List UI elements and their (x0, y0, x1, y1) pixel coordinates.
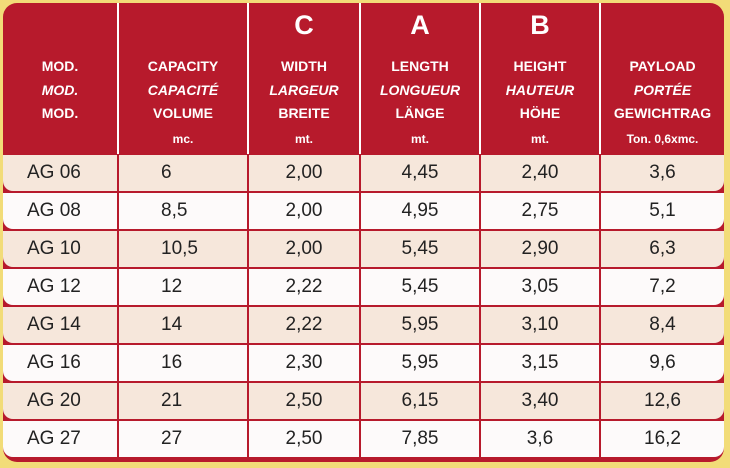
cell-height: 2,75 (481, 193, 599, 229)
cell-model: AG 12 (3, 269, 117, 305)
cell-height: 3,15 (481, 345, 599, 381)
table-row (3, 345, 724, 381)
header-height-fr: HAUTEUR (505, 81, 575, 98)
header-width-en: WIDTH (281, 58, 327, 74)
cell-capacity: 12 (119, 269, 247, 305)
cell-length: 4,45 (361, 155, 479, 191)
cell-model: AG 16 (3, 345, 117, 381)
header-length-de: LÄNGE (395, 105, 445, 121)
header-model (3, 3, 119, 154)
cell-length: 5,45 (361, 269, 479, 305)
cell-capacity: 27 (119, 421, 247, 457)
header-length-letter: A (410, 10, 430, 40)
cell-model: AG 20 (3, 383, 117, 419)
header-payload-de: GEWICHTRAG (613, 105, 712, 121)
cell-capacity: 10,5 (119, 231, 247, 267)
cell-capacity: 6 (119, 155, 247, 191)
header-payload-en: PAYLOAD (629, 58, 696, 74)
cell-capacity: 14 (119, 307, 247, 343)
cell-width: 2,22 (249, 269, 359, 305)
cell-payload: 8,4 (601, 307, 724, 343)
cell-length: 5,95 (361, 345, 479, 381)
header-width-de: BREITE (278, 105, 330, 121)
spec-table (3, 3, 724, 462)
table-row (3, 383, 724, 419)
header-length-en: LENGTH (391, 58, 449, 74)
cell-length: 5,45 (361, 231, 479, 267)
cell-width: 2,00 (249, 231, 359, 267)
cell-height: 3,05 (481, 269, 599, 305)
cell-height: 3,6 (481, 421, 599, 457)
header-capacity-unit: mc. (172, 131, 194, 146)
cell-payload: 16,2 (601, 421, 724, 457)
cell-payload: 5,1 (601, 193, 724, 229)
cell-payload: 3,6 (601, 155, 724, 191)
table-row (3, 155, 724, 191)
table-body (3, 155, 724, 459)
header-capacity (119, 3, 249, 154)
header-length-unit: mt. (411, 131, 429, 146)
header-payload-fr: PORTÉE (633, 81, 692, 98)
cell-height: 3,40 (481, 383, 599, 419)
header-capacity-fr: CAPACITÉ (147, 81, 219, 98)
cell-model: AG 10 (3, 231, 117, 267)
cell-model: AG 27 (3, 421, 117, 457)
table-row (3, 421, 724, 457)
header-width (249, 3, 361, 154)
cell-capacity: 8,5 (119, 193, 247, 229)
header-model-fr: MOD. (41, 81, 79, 98)
header-payload (601, 3, 724, 154)
header-length (361, 3, 481, 154)
cell-width: 2,00 (249, 193, 359, 229)
header-capacity-en: CAPACITY (147, 58, 219, 74)
cell-model: AG 14 (3, 307, 117, 343)
cell-length: 4,95 (361, 193, 479, 229)
header-height (481, 3, 601, 154)
cell-payload: 9,6 (601, 345, 724, 381)
cell-model: AG 08 (3, 193, 117, 229)
cell-length: 6,15 (361, 383, 479, 419)
cell-height: 3,10 (481, 307, 599, 343)
table-row (3, 193, 724, 229)
cell-width: 2,22 (249, 307, 359, 343)
header-width-fr: LARGEUR (269, 81, 339, 98)
cell-width: 2,50 (249, 383, 359, 419)
header-length-fr: LONGUEUR (379, 81, 461, 98)
cell-payload: 6,3 (601, 231, 724, 267)
header-height-en: HEIGHT (513, 58, 567, 74)
header-model-en: MOD. (41, 58, 79, 74)
cell-length: 7,85 (361, 421, 479, 457)
cell-payload: 7,2 (601, 269, 724, 305)
table-row (3, 231, 724, 267)
cell-width: 2,50 (249, 421, 359, 457)
cell-capacity: 21 (119, 383, 247, 419)
cell-height: 2,90 (481, 231, 599, 267)
table-row (3, 269, 724, 305)
cell-payload: 12,6 (601, 383, 724, 419)
cell-model: AG 06 (3, 155, 117, 191)
cell-length: 5,95 (361, 307, 479, 343)
header-model-de: MOD. (41, 105, 79, 121)
header-height-letter: B (530, 10, 550, 40)
header-payload-unit: Ton. 0,6xmc. (626, 131, 699, 146)
header-width-letter: C (294, 10, 314, 40)
header-capacity-de: VOLUME (153, 105, 213, 121)
header-height-de: HÖHE (519, 105, 561, 121)
cell-height: 2,40 (481, 155, 599, 191)
cell-width: 2,00 (249, 155, 359, 191)
cell-width: 2,30 (249, 345, 359, 381)
cell-capacity: 16 (119, 345, 247, 381)
table-row (3, 307, 724, 343)
header-height-unit: mt. (531, 131, 549, 146)
table-header (3, 3, 724, 154)
header-width-unit: mt. (295, 131, 313, 146)
